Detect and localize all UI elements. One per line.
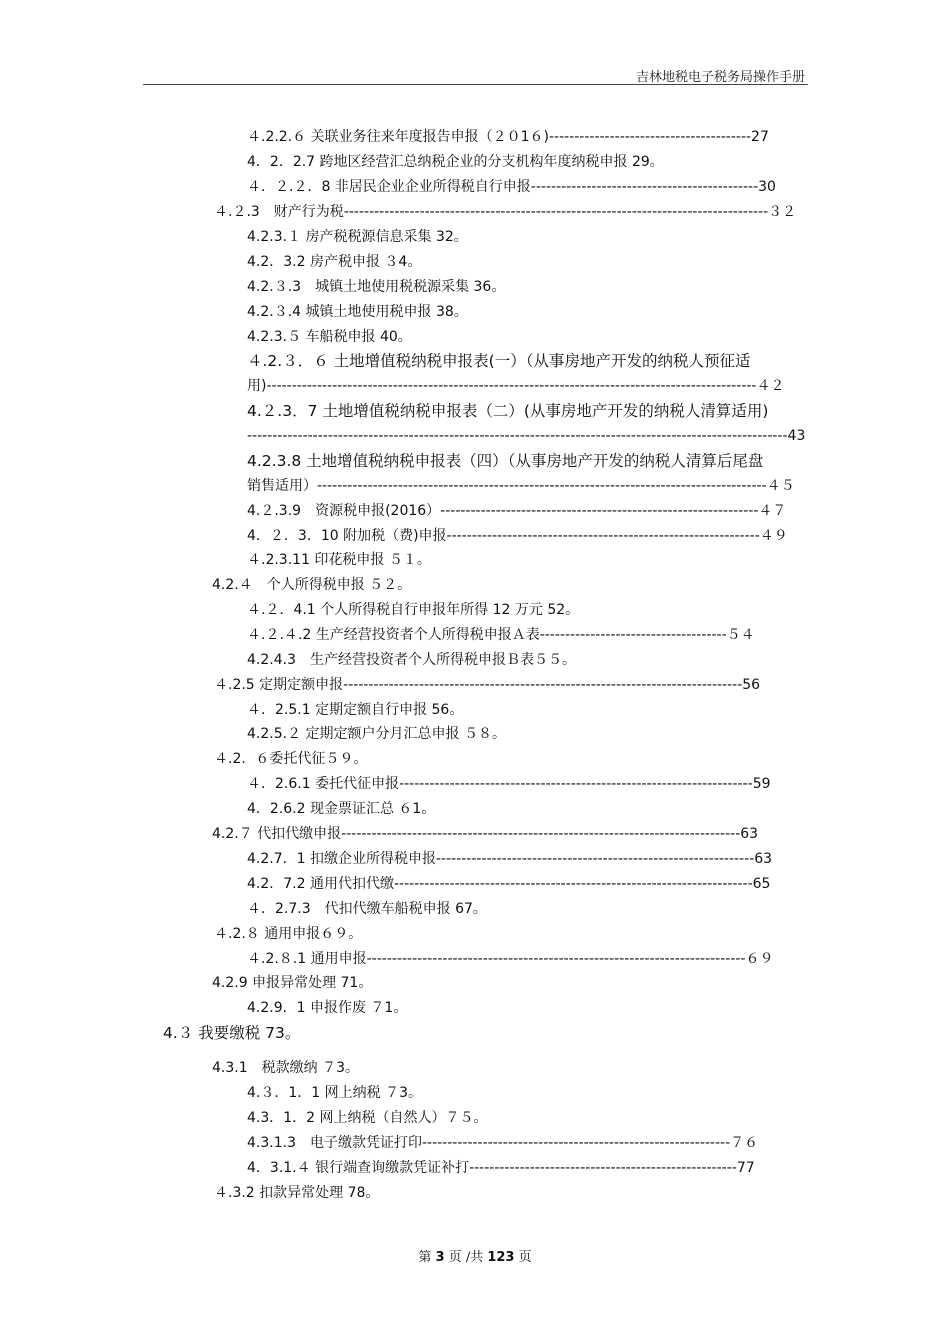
toc-entry[interactable]: 4.2．3.2 房产税申报 ３4。 (247, 254, 422, 270)
toc-entry[interactable]: ４.2.３．６ 土地增值税纳税申报表(一）（从事房地产开发的纳税人预征适 (247, 352, 751, 370)
toc-section-heading[interactable]: 4.３ 我要缴税 73。 (163, 1024, 301, 1042)
toc-entry-continued[interactable]: -----------------------------------------------------------------------------------------------------------43 (247, 428, 806, 444)
document-header-title: 吉林地税电子税务局操作手册 (635, 70, 805, 85)
toc-entry[interactable]: 4.2.5.２ 定期定额户分月汇总申报 ５８。 (247, 726, 506, 742)
toc-entry[interactable]: ４.2.5 定期定额申报-------------------------------------------------------------------------------56 (214, 677, 761, 693)
toc-entry-continued[interactable]: 用)-------------------------------------------------------------------------------------------------４２ (247, 378, 785, 394)
toc-entry[interactable]: ４.2.８.1 通用申报---------------------------------------------------------------------------６９ (247, 951, 774, 967)
toc-entry[interactable]: 4．２．3．10 附加税（费)申报--------------------------------------------------------------４９ (247, 528, 788, 544)
current-page-number: 3 (435, 1250, 445, 1265)
toc-entry[interactable]: 4.2．7.2 通用代扣代缴-----------------------------------------------------------------------65 (247, 876, 771, 892)
toc-entry[interactable]: 4.３．1．1 网上纳税 ７3。 (247, 1085, 422, 1101)
toc-entry[interactable]: ４.２.3 财产行为税------------------------------------------------------------------------------------３２ (214, 204, 797, 220)
footer-middle: 页 /共 (448, 1250, 484, 1265)
toc-entry[interactable]: ４.2.８ 通用申报６９。 (214, 926, 363, 942)
toc-entry[interactable]: 4.２.3.9 资源税申报(2016）---------------------------------------------------------------４７ (247, 503, 787, 519)
toc-entry[interactable]: 4.2.3.8 土地增值税纳税申报表（四）（从事房地产开发的纳税人清算后尾盘 (247, 452, 764, 470)
toc-entry[interactable]: 4.2.4.3 生产经营投资者个人所得税申报Ｂ表５５。 (247, 652, 576, 668)
toc-entry[interactable]: ４．2.7.3 代扣代缴车船税申报 67。 (247, 901, 487, 917)
toc-entry-continued[interactable]: 销售适用）-----------------------------------------------------------------------------------------４５ (247, 478, 795, 494)
toc-entry[interactable]: 4.2.７ 代扣代缴申报-------------------------------------------------------------------------------63 (212, 826, 759, 842)
toc-entry[interactable]: 4．2．2.7 跨地区经营汇总纳税企业的分支机构年度纳税申报 29。 (247, 154, 664, 170)
toc-entry[interactable]: 4.2.9．1 申报作废 ７1。 (247, 1000, 408, 1016)
toc-entry[interactable]: 4．3.1.４ 银行端查询缴款凭证补打-----------------------------------------------------77 (247, 1160, 755, 1176)
toc-entry[interactable]: 4.2.9 申报异常处理 71。 (212, 975, 373, 991)
toc-entry[interactable]: 4.２.3．7 土地增值税纳税申报表（二）(从事房地产开发的纳税人清算适用) (247, 402, 769, 420)
toc-entry[interactable]: ４.2.2.６ 关联业务往来年度报告申报（２０1６)----------------------------------------27 (247, 129, 769, 145)
toc-entry[interactable]: 4.2.3.１ 房产税税源信息采集 32。 (247, 229, 468, 245)
toc-entry[interactable]: 4.2.３.4 城镇土地使用税申报 38。 (247, 304, 468, 320)
toc-entry[interactable]: ４.２.４.2 生产经营投资者个人所得税申报Ａ表-------------------------------------５４ (247, 627, 755, 643)
toc-entry[interactable]: 4.3.1.3 电子缴款凭证打印-------------------------------------------------------------７６ (247, 1135, 759, 1151)
toc-entry[interactable]: ４.2．６委托代征５９。 (214, 751, 368, 767)
toc-entry[interactable]: 4.3．1．2 网上纳税（自然人）７５。 (247, 1110, 488, 1126)
toc-entry[interactable]: 4.2.３.3 城镇土地使用税税源采集 36。 (247, 279, 506, 295)
toc-entry[interactable]: 4.2.４ 个人所得税申报 ５２。 (212, 577, 412, 593)
footer-suffix: 页 (518, 1250, 532, 1265)
toc-entry[interactable]: ４．２.２．8 非居民企业企业所得税自行申报---------------------------------------------30 (247, 179, 776, 195)
page-number-footer (0, 1246, 950, 1265)
toc-entry[interactable]: ４．2.6.1 委托代征申报----------------------------------------------------------------------59 (247, 776, 771, 792)
toc-entry[interactable]: ４.２．4.1 个人所得税自行申报年所得 12 万元 52。 (247, 602, 580, 618)
total-page-count: 123 (487, 1250, 515, 1265)
toc-entry[interactable]: 4.2.3.５ 车船税申报 40。 (247, 329, 412, 345)
toc-entry[interactable]: 4.3.1 税款缴纳 ７3。 (212, 1060, 359, 1076)
toc-entry[interactable]: ４．2.5.1 定期定额自行申报 56。 (247, 702, 464, 718)
footer-prefix: 第 (418, 1250, 432, 1265)
toc-entry[interactable]: ４.3.2 扣款异常处理 78。 (214, 1185, 380, 1201)
toc-entry[interactable]: 4.2.7．1 扣缴企业所得税申报---------------------------------------------------------------63 (247, 851, 773, 867)
toc-entry[interactable]: 4．2.6.2 现金票证汇总 ６1。 (247, 801, 436, 817)
toc-entry[interactable]: ４.2.3.11 印花税申报 ５１。 (247, 552, 431, 568)
